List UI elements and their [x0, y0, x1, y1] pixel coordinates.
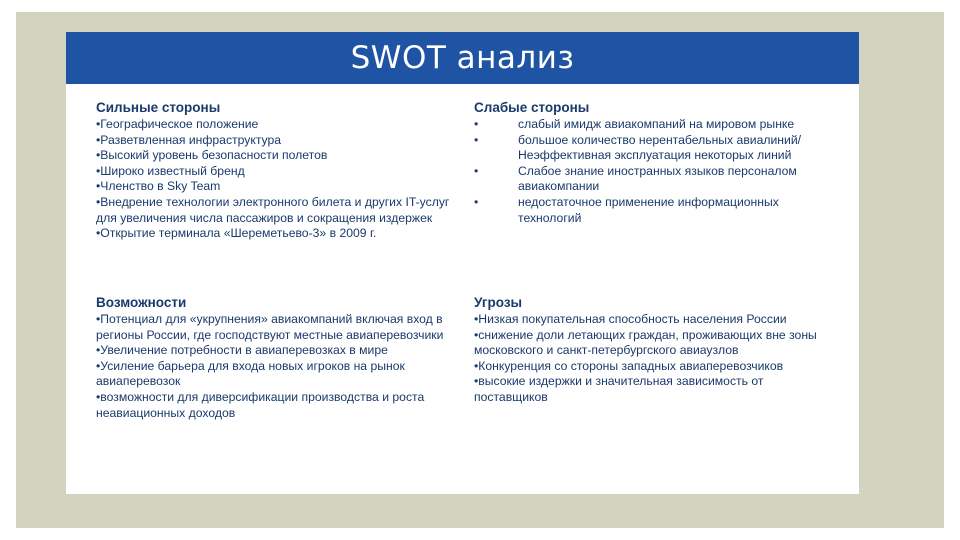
- strength-item: •Широко известный бренд: [96, 163, 245, 178]
- threat-item: •высокие издержки и значительная зависимость от поставщиков: [474, 374, 764, 404]
- opportunity-item: •Усиление барьера для входа новых игроков на рынок авиаперевозок: [96, 358, 405, 389]
- bullet: •: [474, 117, 479, 131]
- threat-item: •Низкая покупательная способность населения России: [474, 312, 787, 326]
- weakness-item: [474, 133, 834, 164]
- opportunity-item: •возможности для диверсификации производства и роста неавиационных доходов: [96, 389, 425, 420]
- opportunity-item: •Потенциал для «укрупнения» авиакомпаний включая вход в регионы России, где господствуют местные авиаперевозчики: [96, 312, 444, 342]
- threat-item: •снижение доли летающих граждан, проживающих вне зоны московского и санкт-петербургского авиаузлов: [474, 327, 817, 358]
- weakness-text: Слабое знание иностранных языков персоналом авиакомпании: [518, 163, 797, 194]
- threats-section: [474, 294, 834, 406]
- weakness-item: [474, 195, 834, 226]
- weakness-text: большое количество нерентабельных авиалиний/Неэффективная эксплуатация некоторых линий: [518, 132, 802, 163]
- threats-heading: Угрозы: [474, 295, 523, 310]
- weakness-item: [474, 164, 834, 195]
- bullet: •: [474, 194, 479, 209]
- threat-item: •Конкуренция со стороны западных авиаперевозчиков: [474, 358, 784, 373]
- strength-item: •Открытие терминала «Шереметьево-3» в 2009 г.: [96, 226, 377, 241]
- bullet: •: [474, 132, 479, 147]
- strengths-section: [96, 99, 456, 242]
- strength-item: •Разветвленная инфраструктура: [96, 132, 282, 147]
- slide-title: SWOT анализ: [350, 40, 575, 76]
- strengths-heading: Сильные стороны: [96, 100, 221, 115]
- slide: [66, 32, 859, 494]
- strength-item: •Внедрение технологии электронного билета и других IT-услуг для увеличения числа пассажиров и сокращения издержек: [96, 194, 450, 225]
- title-bar: [66, 32, 859, 84]
- strength-item: •Членство в Sky Team: [96, 179, 221, 194]
- strength-item: •Географическое положение: [96, 117, 259, 131]
- weakness-text: недостаточное применение информационных технологий: [518, 194, 779, 225]
- opportunities-section: [96, 294, 458, 421]
- weakness-item: [474, 117, 834, 133]
- weaknesses-section: [474, 99, 834, 226]
- weaknesses-heading: Слабые стороны: [474, 100, 590, 115]
- weakness-text: слабый имидж авиакомпаний на мировом рынке: [518, 117, 795, 131]
- opportunities-heading: Возможности: [96, 295, 187, 310]
- bullet: •: [474, 163, 479, 178]
- strength-item: •Высокий уровень безопасности полетов: [96, 148, 328, 163]
- opportunity-item: •Увеличение потребности в авиаперевозках в мире: [96, 343, 388, 358]
